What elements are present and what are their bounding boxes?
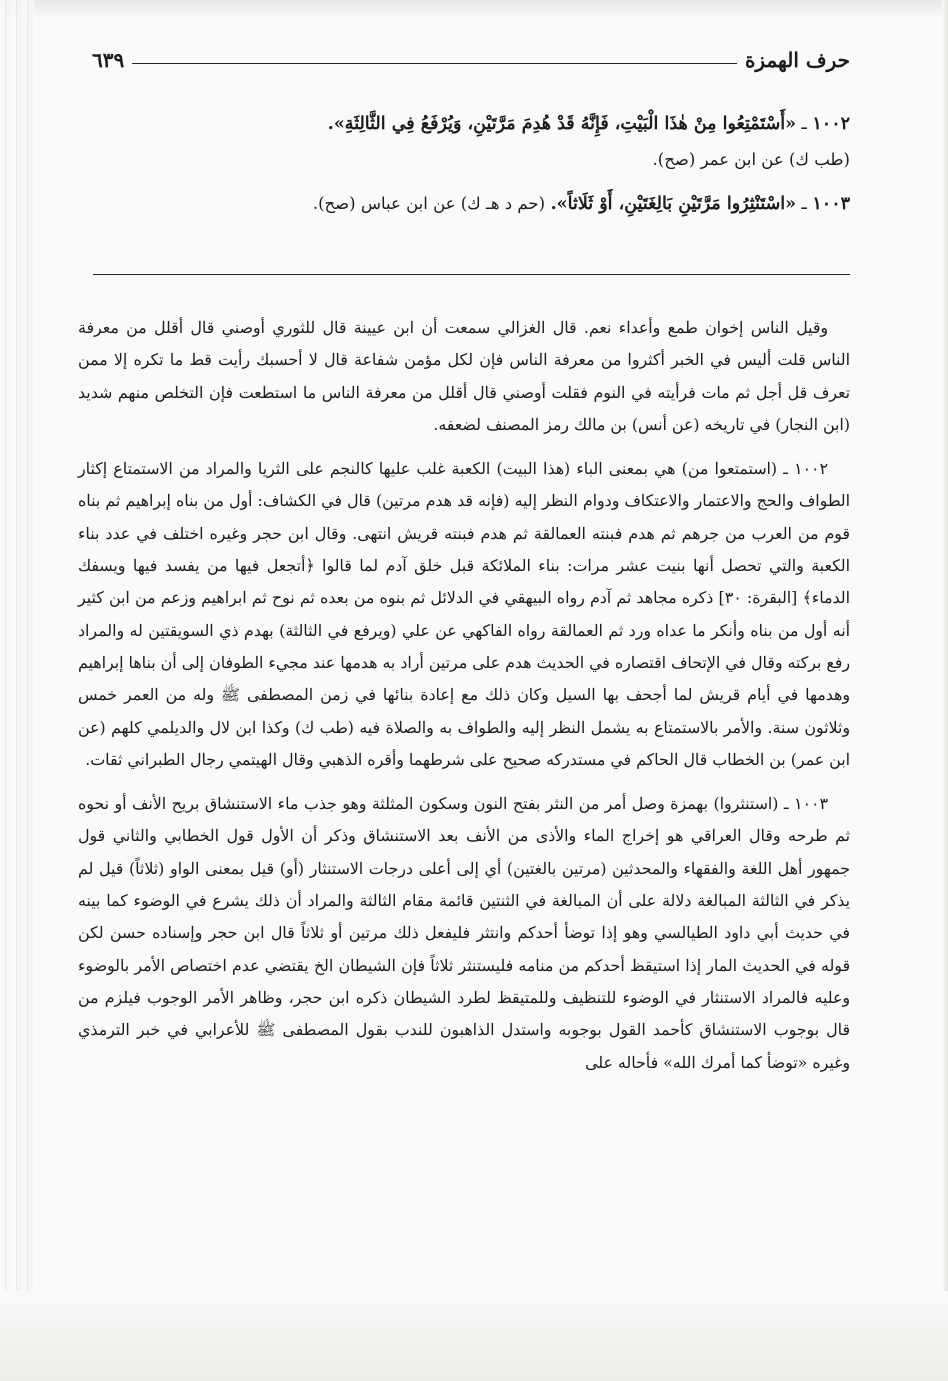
page-number: ٦٣٩ — [92, 48, 125, 72]
hadith-1003 — [78, 186, 850, 222]
hadith-number: ١٠٠٢ — [812, 114, 850, 134]
hadith-source: (حم د هـ ك) عن ابن عباس (صح). — [312, 194, 546, 213]
scan-edge-top — [0, 0, 948, 18]
hadith-1002 — [78, 106, 850, 178]
hadith-text: «أَسْتَمْتِعُوا مِنْ هٰذَا الْبَيْتِ، فَإِنَّهُ قَدْ هُدِمَ مَرَّتَيْنِ، وَيُرْفَعُ فِي الثَّالِثَةِ». — [327, 114, 797, 134]
commentary-paragraph: وقيل الناس إخوان طمع وأعداء نعم. قال الغزالي سمعت أن ابن عيينة قال للثوري أوصني قال أقلل من معرفة الناس قلت أليس في الخبر أكثروا من معرفة الناس فإن لكل مؤمن شفاعة قال لا أحسبك رأيت قط ما تكره إلا ممن تعرف قل أجل ثم مات فرأيته في النوم فقلت أوصني قال أقلل من معرفة الناس ما استطعت فإن التخلص منهم شديد (ابن النجار) في تاريخه (عن أنس) بن مالك رمز المصنف لضعفه. — [78, 318, 850, 434]
commentary — [78, 312, 850, 1091]
hadith-source: (طب ك) عن ابن عمر (صح). — [652, 150, 850, 169]
chapter-title: حرف الهمزة — [744, 48, 850, 72]
book-page — [78, 38, 850, 1338]
hadith-dash: ـ — [796, 194, 807, 214]
commentary-paragraph: ١٠٠٣ ـ (استنثروا) بهمزة وصل أمر من النثر بفتح النون وسكون المثلثة وهو جذب ماء الاستنشاق بريح الأنف أو نحوه ثم طرحه وقال العراقي هو إخراج الماء والأذى من الأنف بعد الاستنشاق وذكر أن الأول قول الخطابي والثاني قول جمهور أهل اللغة والفقهاء والمحدثين (مرتين بالغتين) أي إلى أعلى درجات الاستنثار (أو) قيل بمعنى الواو (ثلاثاً) قيل لم يذكر في الثالثة المبالغة دلالة على أن المبالغة في الثنتين قائمة مقام الثالثة والمراد أن ذلك يشرع في الوضوء كما بينه في حديث أبي داود الطيالسي وهو إذا توضأ أحدكم وانتثر فليفعل ذلك مرتين أو ثلاثاً قال ابن حجر وإسناده حسن لكن قوله في الحديث المار إذا استيقظ أحدكم من منامه فليستنثر ثلاثاً فإن الشيطان الخ يقتضي عدم اختصاص الأمر بالوضوء وعليه فالمراد الاستنثار في الوضوء للتنظيف وللمتيقظ لطرد الشيطان ذكره ابن حجر، وظاهر الأمر الوجوب فيلزم من قال بوجوب الاستنشاق كأحمد القول بوجوبه واستدل الذاهبون للندب بقول المصطفى ﷺ للأعرابي في خبر الترمذي وغيره «توضأ كما أمرك الله» فأحاله على — [78, 794, 850, 1072]
hadith-number: ١٠٠٣ — [812, 194, 850, 214]
scan-edge-right — [942, 0, 948, 1381]
scan-edge-left — [0, 0, 34, 1381]
commentary-paragraph: ١٠٠٢ ـ (استمتعوا من) هي بمعنى الباء (هذا البيت) الكعبة غلب عليها كالنجم على الثريا والمراد من الاستمتاع إكثار الطواف والحج والاعتمار والاعتكاف ودوام النظر إليه (فإنه قد هدم مرتين) قال في الكشاف: أول من بناه إبراهيم ثم بناه قوم من العرب من جرهم ثم هدم فبنته العمالقة ثم هدم فبنته قريش انتهى. وقال ابن حجر وغيره اختلف في عدد بناء الكعبة والتي تحصل أنها بنيت عشر مرات: بناء الملائكة قبل خلق آدم لما قالوا ﴿أتجعل فيها من يفسد فيها ويسفك الدماء﴾ [البقرة: ٣٠] ذكره مجاهد ثم آدم رواه البيهقي في الدلائل ثم بنوه من بعده ثم نوح ثم ابراهيم وزعم من ابن كثير أنه أول من بناه وأنكر ما عداه ورد ثم العمالقة رواه الفاكهي عن علي (ويرفع في الثالثة) بهدم ذي السويقتين له والمراد رفع بركته وقال في الإتحاف اقتصاره في الحديث هدم على مرتين أراد به هدمها عند مجيء الطوفان إلى أن بناها إبراهيم وهدمها في أيام قريش لما أجحف بها السيل وكان ذلك مع إعادة بنائها في زمن المصطفى ﷺ وله من العمر خمس وثلاثون سنة. والأمر بالاستمتاع به يشمل النظر إليه والطواف به والصلاة فيه (طب ك) وكذا ابن لال والديلمي كلهم (عن ابن عمر) بن الخطاب قال الحاكم في مستدركه صحيح على شرطهما وأقره الذهبي وقال الهيتمي رجال الطبراني ثقات. — [78, 459, 850, 769]
header-rule — [132, 63, 737, 64]
hadith-text: «اسْتَنْثِرُوا مَرَّتَيْنِ بَالِغَتَيْنِ، أَوْ ثَلَاثاً». — [550, 194, 797, 214]
running-header — [78, 38, 850, 72]
hadith-dash: ـ — [796, 114, 807, 134]
footnote-divider — [93, 274, 850, 275]
